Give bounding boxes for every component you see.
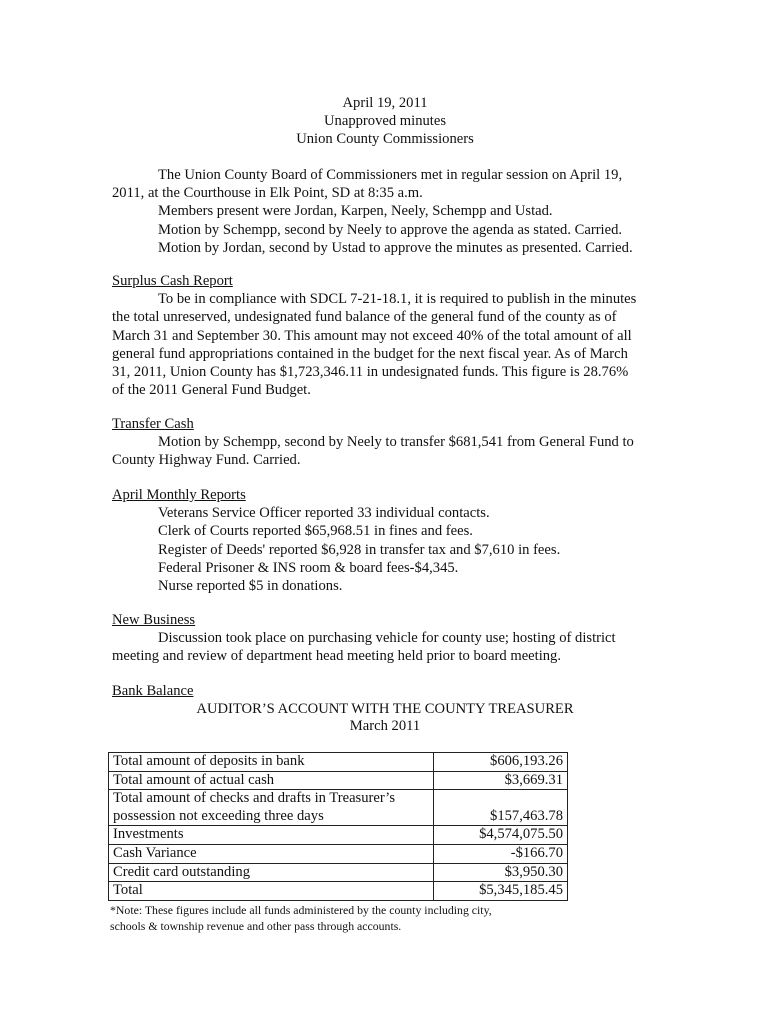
- row-label: Total amount of deposits in bank: [109, 753, 434, 772]
- document-header: [0, 94, 770, 148]
- row-amount: $3,669.31: [434, 771, 568, 790]
- row-label: Investments: [109, 826, 434, 845]
- surplus-line: the total unreserved, undesignated fund balance of the general fund of the county as of: [112, 309, 617, 326]
- surplus-line: 31, 2011, Union County has $1,723,346.11 in undesignated funds. This figure is 28.76%: [112, 364, 629, 381]
- bank-table-period: March 2011: [349, 718, 421, 734]
- intro-line: The Union County Board of Commissioners met in regular session on April 19,: [158, 167, 623, 183]
- surplus-line: general fund appropriations contained in the budget for the next fiscal year. As of March: [112, 345, 628, 362]
- report-item: Federal Prisoner & INS room & board fees-$4,345.: [158, 559, 459, 576]
- agenda-motion: Motion by Schempp, second by Neely to approve the agenda as stated. Carried.: [158, 221, 623, 238]
- row-label-multiline: [109, 790, 434, 826]
- bank-table-title: AUDITOR’S ACCOUNT WITH THE COUNTY TREASURER: [196, 701, 574, 717]
- intro-section: [112, 166, 660, 257]
- row-label-continued: possession not exceeding three days: [113, 807, 324, 824]
- reports-section: [112, 486, 660, 595]
- row-label: Total: [109, 882, 434, 901]
- minutes-motion: Motion by Jordan, second by Ustad to approve the minutes as presented. Carried.: [158, 239, 633, 256]
- report-item: Register of Deeds' reported $6,928 in transfer tax and $7,610 in fees.: [158, 541, 561, 558]
- bank-balance-heading: Bank Balance: [112, 683, 194, 699]
- surplus-line: To be in compliance with SDCL 7-21-18.1, it is required to publish in the minutes: [158, 291, 637, 308]
- table-row: [109, 863, 568, 882]
- new-business-line: Discussion took place on purchasing vehicle for county use; hosting of district: [158, 630, 616, 647]
- surplus-heading: Surplus Cash Report: [112, 273, 233, 289]
- intro-line: 2011, at the Courthouse in Elk Point, SD at 8:35 a.m.: [112, 185, 423, 202]
- table-row: [109, 844, 568, 863]
- report-item: Veterans Service Officer reported 33 individual contacts.: [158, 505, 490, 522]
- organization-name: Union County Commissioners: [296, 131, 474, 147]
- report-item: Clerk of Courts reported $65,968.51 in fines and fees.: [158, 523, 473, 540]
- row-label: Credit card outstanding: [109, 863, 434, 882]
- row-amount: $5,345,185.45: [434, 882, 568, 901]
- meeting-date: April 19, 2011: [342, 95, 428, 111]
- report-item: Nurse reported $5 in donations.: [158, 578, 343, 595]
- new-business-section: [112, 611, 660, 666]
- row-label: Total amount of checks and drafts in Treasurer’s: [113, 790, 396, 807]
- new-business-line: meeting and review of department head meeting held prior to board meeting.: [112, 648, 562, 665]
- bank-balance-section: [112, 682, 660, 700]
- table-row: [109, 826, 568, 845]
- table-footnote: [110, 902, 630, 934]
- row-amount: $606,193.26: [434, 753, 568, 772]
- surplus-line: of the 2011 General Fund Budget.: [112, 382, 311, 399]
- transfer-heading: Transfer Cash: [112, 416, 194, 432]
- transfer-line: County Highway Fund. Carried.: [112, 452, 301, 469]
- row-amount: $157,463.78: [434, 790, 568, 826]
- row-amount: -$166.70: [434, 844, 568, 863]
- surplus-section: [112, 272, 660, 399]
- surplus-line: March 31 and September 30. This amount may not exceed 40% of the total amount of all: [112, 327, 632, 344]
- row-label: Cash Variance: [109, 844, 434, 863]
- bank-balance-table: [108, 752, 568, 901]
- document-subtitle: Unapproved minutes: [324, 113, 446, 129]
- table-row: [109, 753, 568, 772]
- footnote-line: schools & township revenue and other pass through accounts.: [110, 919, 402, 933]
- transfer-line: Motion by Schempp, second by Neely to transfer $681,541 from General Fund to: [158, 434, 634, 451]
- new-business-heading: New Business: [112, 612, 196, 628]
- row-label: Total amount of actual cash: [109, 771, 434, 790]
- reports-heading: April Monthly Reports: [112, 487, 246, 503]
- footnote-line: *Note: These figures include all funds administered by the county including city,: [110, 903, 492, 917]
- table-row: [109, 790, 568, 826]
- members-present: Members present were Jordan, Karpen, Neely, Schempp and Ustad.: [158, 203, 553, 220]
- table-row: [109, 771, 568, 790]
- transfer-section: [112, 415, 660, 470]
- row-amount: $3,950.30: [434, 863, 568, 882]
- row-amount: $4,574,075.50: [434, 826, 568, 845]
- table-row-total: [109, 882, 568, 901]
